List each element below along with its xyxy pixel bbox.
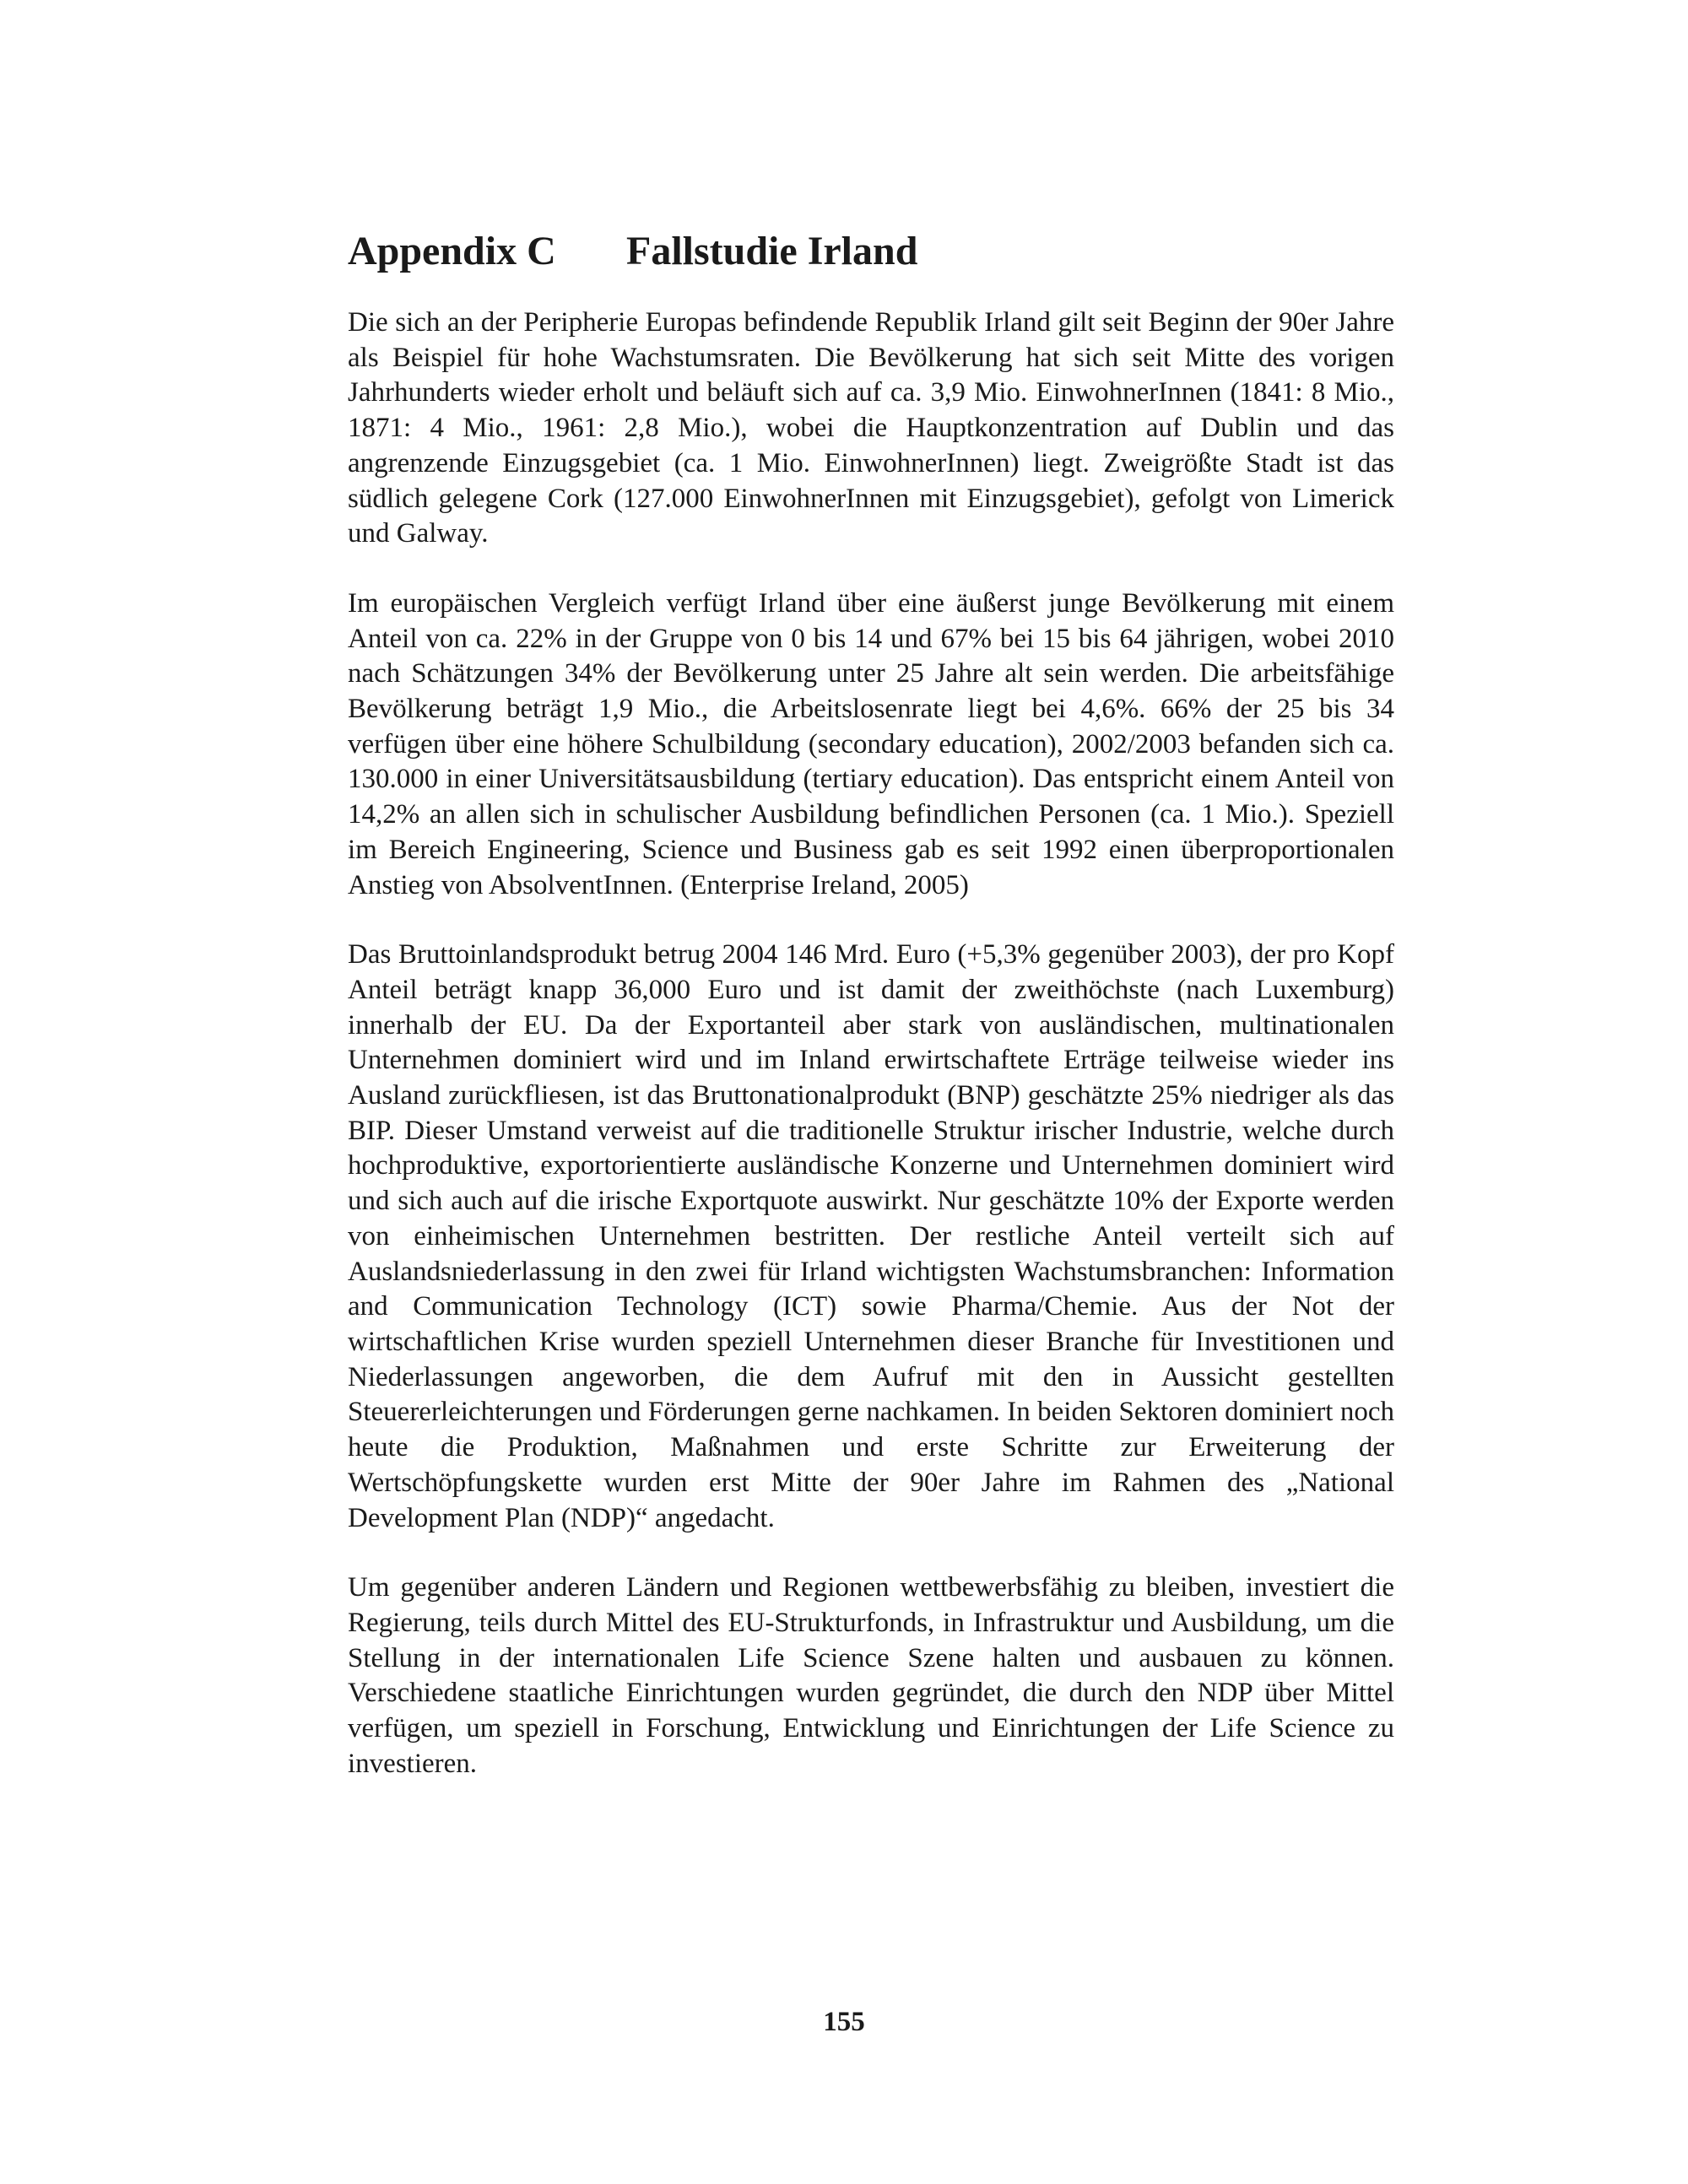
appendix-label: Appendix C — [348, 229, 556, 273]
appendix-heading — [348, 226, 917, 277]
body-text — [348, 305, 1394, 1816]
paragraph-age-education: Im europäischen Vergleich verfügt Irland über eine äußerst junge Bevölkerung mit einem Anteil von ca. 22% in der Gruppe von 0 bis 14 und 67% bei 15 bis 64 jährigen, wobei 2010 nach Schätzungen 34% der Bevölkerung unter 25 Jahre alt sein werden. Die arbeitsfähige Bevölkerung beträgt 1,9 Mio., die Arbeitslosenrate liegt bei 4,6%. 66% der 25 bis 34 verfügen über eine höhere Schulbildung (secondary education), 2002/2003 befanden sich ca. 130.000 in einer Universitätsausbildung (tertiary education). Das entspricht einem Anteil von 14,2% an allen sich in schulischer Ausbildung befindlichen Personen (ca. 1 Mio.). Speziell im Bereich Engineering, Science und Business gab es seit 1992 einen überproportionalen Anstieg von AbsolventInnen. (Enterprise Ireland, 2005) — [348, 587, 1394, 900]
paragraph-investment: Um gegenüber anderen Ländern und Regionen wettbewerbsfähig zu bleiben, investiert die Regierung, teils durch Mittel des EU-Strukturfonds, in Infrastruktur und Ausbildung, um die Stellung in der internationalen Life Science Szene halten und ausbauen zu können. Verschiedene staatliche Einrichtungen wurden gegründet, die durch den NDP über Mittel verfügen, um speziell in Forschung, Entwicklung und Einrichtungen der Life Science zu investieren. — [348, 1572, 1394, 1779]
paragraph-economy: Das Bruttoinlandsprodukt betrug 2004 146 Mrd. Euro (+5,3% gegenüber 2003), der pro Kopf Anteil beträgt knapp 36,000 Euro und ist damit der zweithöchste (nach Luxemburg) innerhalb der EU. Da der Exportanteil aber stark von ausländischen, multinationalen Unternehmen dominiert wird und im Inland erwirtschaftete Erträge teilweise wieder ins Ausland zurückfliesen, ist das Bruttonationalprodukt (BNP) geschätzte 25% niedriger als das BIP. Dieser Umstand verweist auf die traditionelle Struktur irischer Industrie, welche durch hochproduktive, exportorientierte ausländische Konzerne und Unternehmen dominiert wird und sich auch auf die irische Exportquote auswirkt. Nur geschätzte 10% der Exporte werden von einheimischen Unternehmen bestritten. Der restliche Anteil verteilt sich auf Auslandsniederlassung in den zwei für Irland wichtigsten Wachstumsbranchen: Information and Communication Technology (ICT) sowie Pharma/Chemie. Aus der Not der wirtschaftlichen Krise wurden speziell Unternehmen dieser Branche für Investitionen und Niederlassungen angeworben, die dem Aufruf mit den in Aussicht gestellten Steuererleichterungen und Förderungen gerne nachkamen. In beiden Sektoren dominiert noch heute die Produktion, Maßnahmen und erste Schritte zur Erweiterung der Wertschöpfungskette wurden erst Mitte der 90er Jahre im Rahmen des „National Development Plan (NDP)“ angedacht. — [348, 939, 1394, 1533]
appendix-title: Fallstudie Irland — [626, 229, 918, 273]
paragraph-population: Die sich an der Peripherie Europas befindende Republik Irland gilt seit Beginn der 90er Jahre als Beispiel für hohe Wachstumsraten. Die Bevölkerung hat sich seit Mitte des vorigen Jahrhunderts wieder erholt und beläuft sich auf ca. 3,9 Mio. EinwohnerInnen (1841: 8 Mio., 1871: 4 Mio., 1961: 2,8 Mio.), wobei die Hauptkonzentration auf Dublin und das angrenzende Einzugsgebiet (ca. 1 Mio. EinwohnerInnen) liegt. Zweigrößte Stadt ist das südlich gelegene Cork (127.000 EinwohnerInnen mit Einzugsgebiet), gefolgt von Limerick und Galway. — [348, 307, 1394, 549]
page-number: 155 — [823, 2007, 865, 2037]
